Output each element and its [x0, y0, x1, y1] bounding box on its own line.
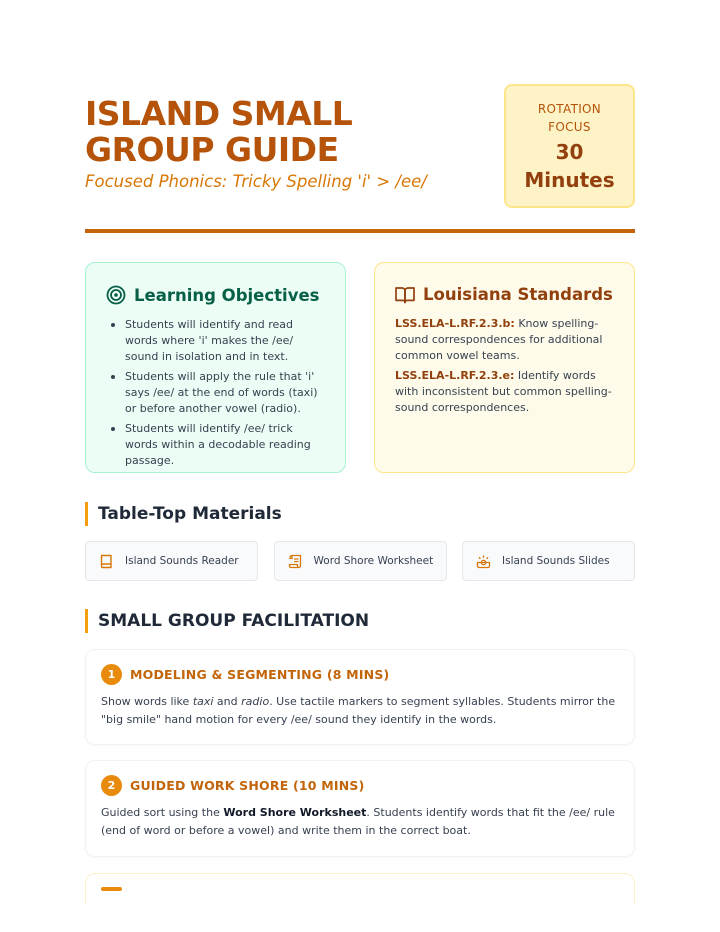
facilitation-step-1	[85, 649, 635, 745]
material-item-reader[interactable]	[85, 541, 258, 581]
step-number-badge: 1	[101, 664, 122, 685]
standard-text: Know spelling-sound correspondences for additional common vowel teams.	[395, 317, 603, 362]
facilitation-heading	[85, 609, 369, 633]
example-word: radio	[241, 695, 270, 708]
book-icon	[99, 554, 114, 569]
rotation-label: ROTATION FOCUS	[537, 102, 602, 134]
section-accent-bar	[85, 502, 88, 526]
step-description: Guided sort using the Word Shore Worksheet. Students identify words that fit the /ee/ rule (end of word or before a vowel) and write them in the correct boat.	[101, 806, 615, 837]
header-divider	[85, 229, 635, 233]
learning-objectives-heading	[106, 285, 325, 305]
page-subtitle: Focused Phonics: Tricky Spelling 'i' > /ee/	[85, 172, 427, 191]
material-label: Word Shore Worksheet	[313, 555, 434, 567]
standard-text: Identify words with inconsistent but common spelling-sound correspondences.	[395, 369, 612, 414]
target-icon	[106, 285, 126, 305]
facilitation-step-2	[85, 760, 635, 857]
objective-item: Students will identify /ee/ trick words within a decodable reading passage.	[106, 421, 325, 469]
header	[85, 84, 635, 208]
louisiana-standards-card	[374, 262, 635, 473]
standard-code: LSS.ELA-L.RF.2.3.b:	[395, 317, 515, 330]
section-accent-bar	[85, 609, 88, 633]
step-header	[101, 775, 619, 796]
page-title: ISLAND SMALL GROUP GUIDE	[85, 94, 353, 169]
step-number-badge: 2	[101, 775, 122, 796]
material-item-worksheet[interactable]	[274, 541, 447, 581]
learning-objectives-card	[85, 262, 346, 473]
facilitation-heading-text: SMALL GROUP FACILITATION	[98, 611, 370, 631]
presentation-icon	[476, 554, 491, 569]
facilitation-step-3-partial	[85, 873, 635, 903]
scroll-icon	[288, 554, 303, 569]
example-word: taxi	[192, 695, 214, 708]
open-book-icon	[395, 286, 415, 304]
material-reference: Word Shore Worksheet	[223, 806, 367, 819]
objective-item: Students will apply the rule that 'i' says /ee/ at the end of words (taxi) or before another vowel (radio).	[106, 369, 325, 417]
rotation-focus-box	[504, 84, 635, 208]
rotation-minutes-number: 30	[555, 140, 584, 164]
materials-heading-text: Table-Top Materials	[98, 504, 282, 524]
material-label: Island Sounds Reader	[125, 555, 239, 567]
learning-objectives-title: Learning Objectives	[134, 285, 320, 305]
louisiana-standards-heading	[395, 285, 614, 304]
objectives-list	[106, 317, 325, 469]
rotation-minutes-unit: Minutes	[524, 168, 615, 192]
louisiana-standards-title: Louisiana Standards	[423, 285, 613, 304]
step-title: GUIDED WORK SHORE (10 MINS)	[130, 778, 365, 793]
materials-heading	[85, 502, 282, 526]
standard-item	[395, 316, 614, 364]
material-label: Island Sounds Slides	[502, 555, 610, 567]
objective-item: Students will identify and read words where 'i' makes the /ee/ sound in isolation and in text.	[106, 317, 325, 365]
material-item-slides[interactable]	[462, 541, 635, 581]
step-title: MODELING & SEGMENTING (8 MINS)	[130, 667, 390, 682]
standard-item	[395, 368, 614, 416]
standard-code: LSS.ELA-L.RF.2.3.e:	[395, 369, 515, 382]
step-badge-partial	[101, 887, 122, 891]
step-header	[101, 664, 619, 685]
materials-list	[85, 541, 635, 581]
step-description: Show words like taxi and radio. Use tactile markers to segment syllables. Students mirror the "big smile" hand motion for every /ee/ sound they identify in the words.	[101, 695, 616, 726]
